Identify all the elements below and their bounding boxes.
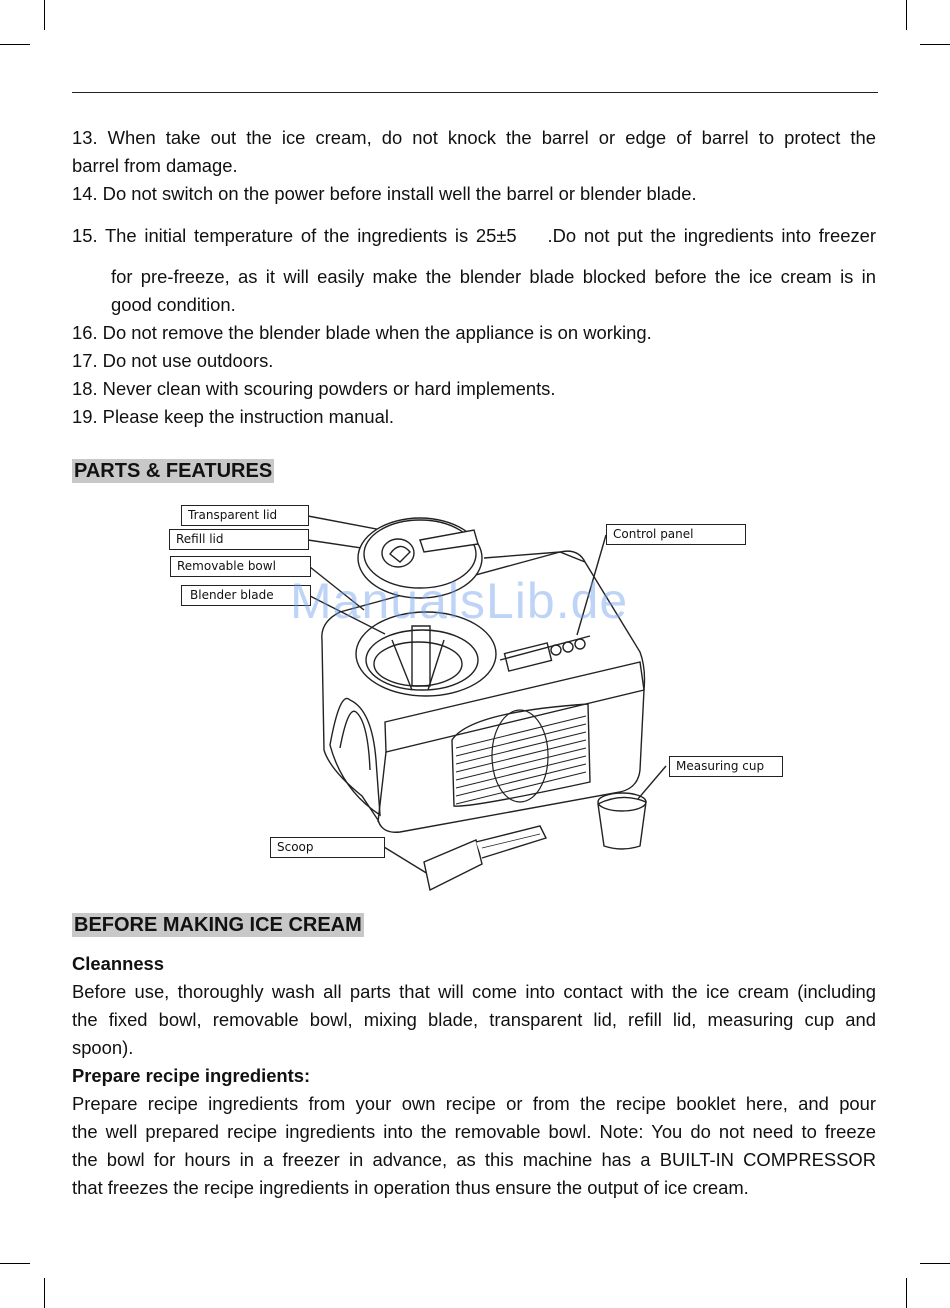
item-18: 18. Never clean with scouring powders or hard implements. xyxy=(72,378,556,399)
cleanness-title: Cleanness xyxy=(72,953,164,974)
label-removable-bowl: Removable bowl xyxy=(170,556,311,577)
label-control-panel: Control panel xyxy=(606,524,746,545)
item-14: 14. Do not switch on the power before install well the barrel or blender blade. xyxy=(72,183,697,204)
scoop-handle xyxy=(476,826,546,858)
label-blender-blade: Blender blade xyxy=(181,585,311,606)
item-13-line2: barrel from damage. xyxy=(72,155,238,176)
before-making-heading: BEFORE MAKING ICE CREAM xyxy=(74,914,362,936)
item-15-line1: 15. The initial temperature of the ingredients is 25±5 .Do not put the ingredients into freezer xyxy=(72,225,876,246)
prepare-line: the bowl for hours in a freezer in advance, as this machine has a BUILT-IN COMPRESSOR xyxy=(72,1149,876,1170)
item-13-line1: 13. When take out the ice cream, do not knock the barrel or edge of barrel to protect the xyxy=(72,127,876,148)
body-top-edge xyxy=(385,662,644,752)
prepare-title: Prepare recipe ingredients: xyxy=(72,1065,311,1086)
blender-blade-shaft xyxy=(412,626,430,686)
measuring-cup-shape xyxy=(598,797,646,849)
cleanness-line: the fixed bowl, removable bowl, mixing blade, transparent lid, refill lid, measuring cup and xyxy=(72,1009,876,1030)
item-16: 16. Do not remove the blender blade when the appliance is on working. xyxy=(72,322,652,343)
cleanness-line: spoon). xyxy=(72,1037,134,1058)
leader-scoop xyxy=(384,847,428,874)
prepare-line: the well prepared recipe ingredients into the removable bowl. Note: You do not need to freeze xyxy=(72,1121,876,1142)
label-measuring-cup: Measuring cup xyxy=(669,756,783,777)
item-17: 17. Do not use outdoors. xyxy=(72,350,274,371)
parts-features-heading: PARTS & FEATURES xyxy=(74,460,273,482)
item-15-line2: for pre-freeze, as it will easily make the blender blade blocked before the ice cream is in xyxy=(111,266,876,287)
label-refill-lid: Refill lid xyxy=(169,529,309,550)
prepare-line: Prepare recipe ingredients from your own recipe or from the recipe booklet here, and pour xyxy=(72,1093,876,1114)
prepare-line: that freezes the recipe ingredients in operation thus ensure the output of ice cream. xyxy=(72,1177,749,1198)
item-15-line3: good condition. xyxy=(111,294,236,315)
label-scoop: Scoop xyxy=(270,837,385,858)
item-19: 19. Please keep the instruction manual. xyxy=(72,406,395,427)
scoop-head xyxy=(424,840,482,890)
side-panel xyxy=(330,698,380,815)
label-transparent-lid: Transparent lid xyxy=(181,505,309,526)
cleanness-line: Before use, thoroughly wash all parts that will come into contact with the ice cream (including xyxy=(72,981,876,1002)
watermark: ManualsLib.de xyxy=(290,573,629,629)
